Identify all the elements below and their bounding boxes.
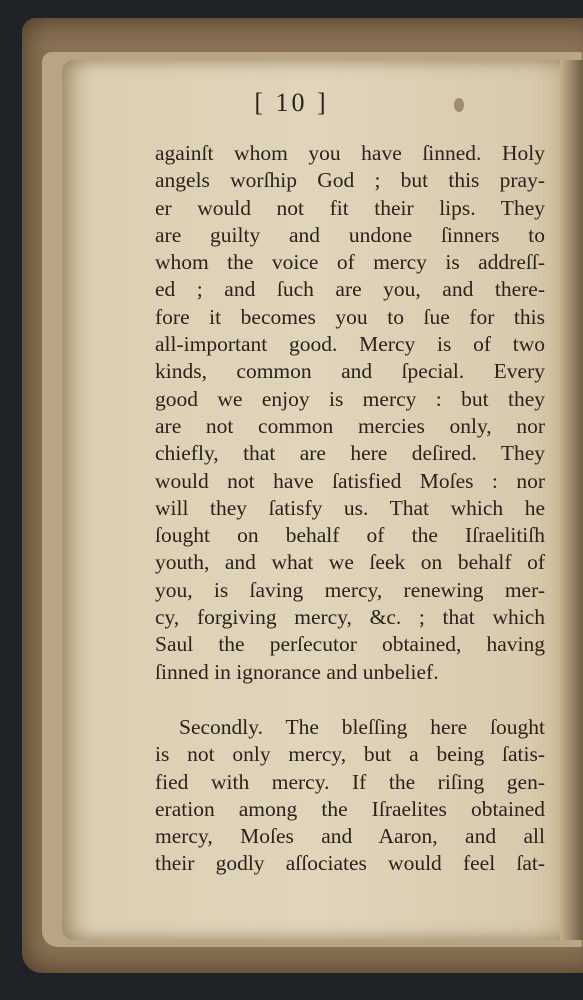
text-line: would not have ſatisfied Moſes : nor xyxy=(155,468,545,493)
text-line: cy, forgiving mercy, &c. ; that which xyxy=(155,605,545,630)
text-line: chiefly, that are here deſired. They xyxy=(155,441,545,466)
text-line: ſought on behalf of the Iſraelitiſh xyxy=(155,523,545,548)
text-line: youth, and what we ſeek on behalf of xyxy=(155,550,545,575)
text-line: all-important good. Mercy is of two xyxy=(155,332,545,357)
text-line: kinds, common and ſpecial. Every xyxy=(155,359,545,384)
text-line: ſinned in ignorance and unbelief. xyxy=(155,659,439,684)
text-line: mercy, Moſes and Aaron, and all xyxy=(155,824,545,849)
text-line: whom the voice of mercy is addreſſ- xyxy=(155,250,545,275)
text-line: ed ; and ſuch are you, and there- xyxy=(155,277,545,302)
text-line: eration among the Iſraelites obtained xyxy=(155,796,545,821)
text-line: their godly aſſociates would feel ſat- xyxy=(155,851,545,876)
text-line: will they ſatisfy us. That which he xyxy=(155,495,545,520)
text-line: Secondly. The bleſſing here ſought xyxy=(179,714,545,739)
text-line: good we enjoy is mercy : but they xyxy=(155,386,545,411)
paragraph-break xyxy=(155,686,545,714)
text-line: you, is ſaving mercy, renewing mer- xyxy=(155,577,545,602)
text-line: er would not fit their lips. They xyxy=(155,195,545,220)
text-line: againſt whom you have ſinned. Holy xyxy=(155,141,545,165)
text-line: are not common mercies only, nor xyxy=(155,413,545,438)
text-line: Saul the perſecutor obtained, having xyxy=(155,632,545,657)
text-line: angels worſhip God ; but this pray- xyxy=(155,168,545,193)
body-text xyxy=(155,140,545,878)
text-line: fied with mercy. If the riſing gen- xyxy=(155,769,545,794)
page-number: [ 10 ] xyxy=(254,88,329,117)
text-line: is not only mercy, but a being ſatis- xyxy=(155,742,545,767)
text-line: are guilty and undone ſinners to xyxy=(155,222,545,247)
text-line: fore it becomes you to ſue for this xyxy=(155,304,545,329)
page-edge xyxy=(560,60,583,940)
